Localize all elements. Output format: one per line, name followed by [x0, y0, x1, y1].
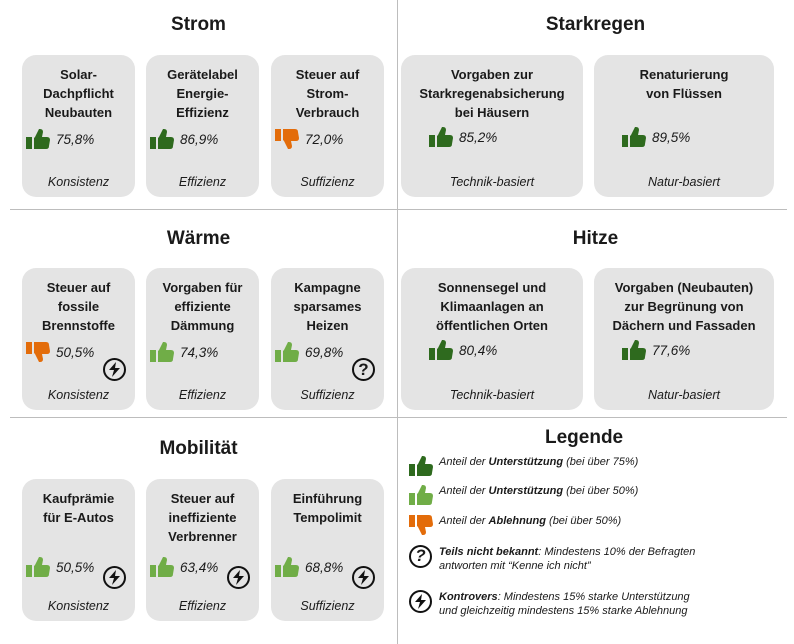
thumbs-down-icon	[26, 342, 50, 362]
card-value: 68,8%	[305, 559, 344, 575]
legend-text	[439, 484, 638, 498]
legend-item	[409, 590, 690, 618]
card-title: Gerätelabel Energie- Effizienz	[167, 67, 238, 120]
legend-text-post: (bei über 50%)	[545, 515, 622, 527]
legend-item	[409, 484, 638, 506]
card-category: Effizienz	[178, 175, 227, 189]
card-value: 77,6%	[652, 342, 691, 358]
legend-text	[439, 590, 690, 618]
card-value: 74,3%	[180, 344, 219, 360]
legend-text-bold: Ablehnung	[488, 515, 546, 527]
card-value: 72,0%	[305, 131, 344, 147]
card-value: 50,5%	[56, 559, 95, 575]
card-value: 89,5%	[652, 129, 691, 145]
card-category: Konsistenz	[47, 175, 110, 189]
legend-text-pre: Anteil der	[439, 515, 489, 527]
card-category: Technik-basiert	[449, 175, 535, 189]
card-renaturierung	[594, 55, 774, 197]
card-title: Einführung Tempolimit	[292, 491, 363, 525]
thumbs-up-icon	[409, 455, 439, 477]
card-kaufpraemie	[22, 479, 135, 621]
thumbs-up-icon	[622, 340, 646, 360]
legend-item	[409, 514, 621, 536]
vertical-divider	[397, 0, 398, 644]
legend-text-bold: Kontrovers	[439, 591, 498, 603]
thumbs-up-icon	[150, 342, 174, 362]
card-solar-dachpflicht	[22, 55, 135, 197]
card-title: Renaturierung von Flüssen	[639, 67, 729, 101]
card-value: 50,5%	[56, 344, 95, 360]
legend-title: Legende	[545, 427, 624, 448]
section-title-strom: Strom	[171, 14, 226, 35]
section-title-hitze: Hitze	[572, 228, 619, 249]
card-title: Solar- Dachpflicht Neubauten	[43, 67, 114, 120]
legend-text	[439, 455, 638, 469]
legend-text-bold: Teils nicht bekannt	[439, 546, 539, 558]
thumbs-up-icon	[429, 127, 453, 147]
legend-text-pre: Anteil der	[439, 485, 489, 497]
card-category: Effizienz	[178, 599, 227, 613]
card-title: Steuer auf Strom- Verbrauch	[295, 67, 360, 120]
legend-unbekannt-icon	[409, 545, 439, 567]
card-daemmung	[146, 268, 259, 410]
card-value: 80,4%	[459, 342, 498, 358]
card-value: 69,8%	[305, 344, 344, 360]
thumbs-up-icon	[275, 557, 299, 577]
card-title: Kampagne sparsames Heizen	[293, 280, 362, 333]
thumbs-up-icon	[150, 129, 174, 149]
lightning-bolt-icon	[227, 566, 250, 589]
card-title: Sonnensegel und Klimaanlagen an öffentlichen Orten	[436, 280, 548, 333]
legend-item	[409, 545, 695, 573]
lightning-bolt-icon	[103, 358, 126, 381]
card-category: Natur-basiert	[647, 388, 721, 402]
legend-text-pre: Anteil der	[439, 456, 489, 468]
legend-text-bold: Unterstützung	[488, 485, 564, 497]
card-title: Vorgaben zur Starkregenabsicherung bei Häusern	[419, 67, 565, 120]
card-title: Steuer auf fossile Brennstoffe	[42, 280, 115, 333]
thumbs-down-icon	[275, 129, 299, 149]
card-geraetelabel	[146, 55, 259, 197]
card-steuer-verbrenner	[146, 479, 259, 621]
card-starkregenabsicherung	[401, 55, 583, 197]
card-value: 63,4%	[180, 559, 219, 575]
card-category: Konsistenz	[47, 388, 110, 402]
card-category: Effizienz	[178, 388, 227, 402]
lightning-bolt-icon	[103, 566, 126, 589]
legend-text-bold: Unterstützung	[488, 456, 564, 468]
section-title-mobilitaet: Mobilität	[159, 438, 238, 459]
thumbs-down-icon	[409, 514, 439, 536]
card-title: Steuer auf ineffiziente Verbrenner	[168, 491, 237, 544]
question-mark-icon	[352, 358, 375, 381]
legend-text	[439, 545, 695, 573]
legend-text	[439, 514, 621, 528]
thumbs-up-icon	[26, 557, 50, 577]
question-mark-text: ?	[415, 546, 426, 565]
card-begruenung	[594, 268, 774, 410]
card-title: Vorgaben für effiziente Dämmung	[162, 280, 243, 333]
card-steuer-brennstoffe	[22, 268, 135, 410]
lightning-bolt-icon	[409, 590, 432, 613]
thumbs-up-icon	[429, 340, 453, 360]
card-category: Natur-basiert	[647, 175, 721, 189]
card-value: 86,9%	[180, 131, 219, 147]
section-title-waerme: Wärme	[166, 228, 231, 249]
horizontal-divider-2	[10, 417, 787, 418]
card-value: 85,2%	[459, 129, 498, 145]
card-title: Vorgaben (Neubauten) zur Begrünung von Dächern und Fassaden	[612, 280, 756, 333]
question-mark-icon	[409, 545, 432, 568]
legend-text-post: (bei über 75%)	[563, 456, 639, 468]
section-title-starkregen: Starkregen	[545, 14, 646, 35]
horizontal-divider-1	[10, 209, 787, 210]
thumbs-up-icon	[622, 127, 646, 147]
question-mark-text: ?	[358, 359, 369, 379]
card-tempolimit	[271, 479, 384, 621]
legend-text-post: : Mindestens 10% der Befragten antworten mit “Kenne ich nicht”	[439, 546, 696, 572]
lightning-bolt-icon	[352, 566, 375, 589]
thumbs-up-icon	[409, 484, 439, 506]
thumbs-up-icon	[275, 342, 299, 362]
card-kampagne-heizen	[271, 268, 384, 410]
card-category: Technik-basiert	[449, 388, 535, 402]
legend-kontrovers-icon	[409, 590, 439, 612]
card-category: Suffizienz	[300, 175, 355, 189]
legend-text-post: : Mindestens 15% starke Unterstützung und gleichzeitig mindestens 15% starke Ablehnung	[439, 591, 690, 617]
card-title: Kaufprämie für E-Autos	[42, 491, 115, 525]
thumbs-up-icon	[150, 557, 174, 577]
card-steuer-stromverbrauch	[271, 55, 384, 197]
card-category: Konsistenz	[47, 599, 110, 613]
legend-text-post: (bei über 50%)	[563, 485, 639, 497]
card-category: Suffizienz	[300, 599, 355, 613]
card-value: 75,8%	[56, 131, 95, 147]
thumbs-up-icon	[26, 129, 50, 149]
card-category: Suffizienz	[300, 388, 355, 402]
legend-item	[409, 455, 638, 477]
card-sonnensegel	[401, 268, 583, 410]
